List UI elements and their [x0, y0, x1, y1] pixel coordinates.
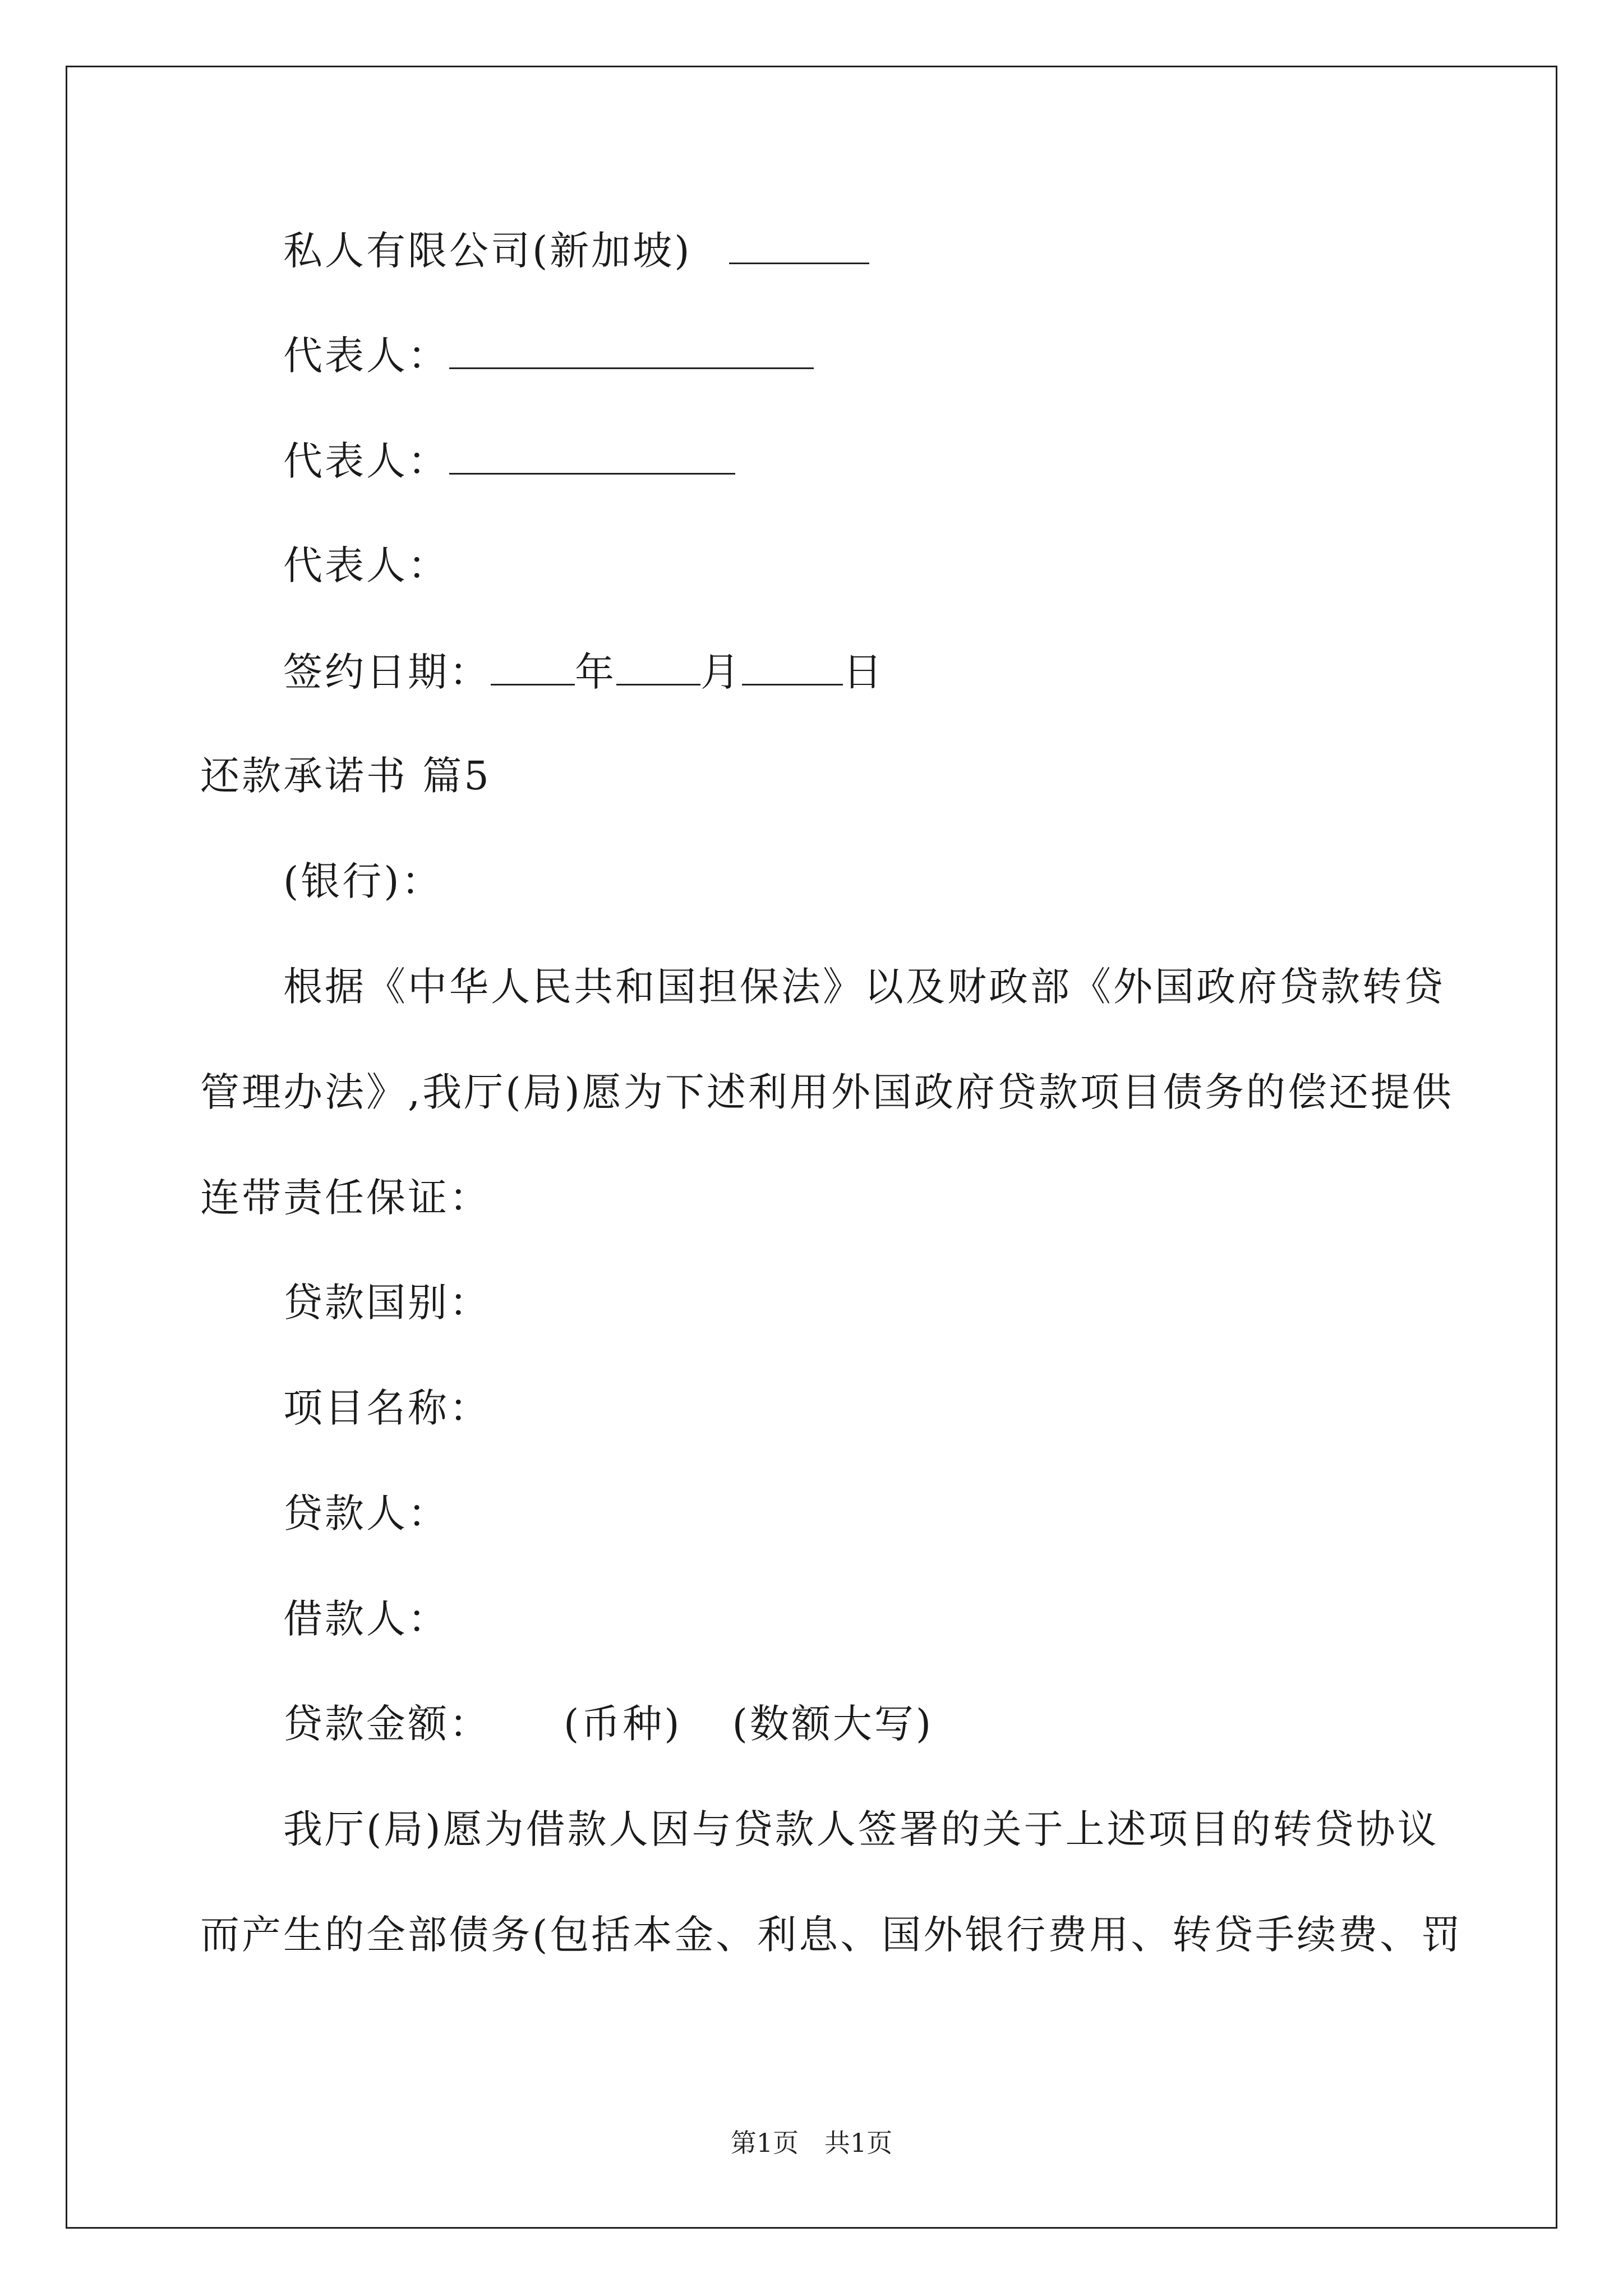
loan-amount-label: 贷款金额： — [283, 1701, 491, 1747]
signature-rep2-line — [283, 438, 735, 484]
borrower-field: 借款人： — [283, 1596, 449, 1642]
rep2-blank — [449, 440, 735, 475]
day-label: 日 — [843, 649, 884, 695]
loan-amount-line — [283, 1701, 934, 1747]
month-blank — [616, 651, 700, 685]
date-label: 签约日期： — [283, 649, 491, 695]
paragraph-2-line-2: 而产生的全部债务(包括本金、利息、国外银行费用、转贷手续费、罚 — [200, 1912, 1463, 1958]
rep1-blank — [449, 335, 814, 369]
company-blank — [729, 230, 869, 264]
year-blank — [491, 651, 575, 685]
day-blank — [742, 651, 843, 685]
signing-date-line — [283, 649, 884, 695]
page-footer: 第1页 共1页 — [730, 2128, 893, 2158]
signature-rep3-line — [283, 542, 449, 588]
company-name: 私人有限公司(新加坡) — [283, 228, 692, 274]
page-border — [66, 66, 1557, 2229]
year-label: 年 — [575, 649, 616, 695]
rep1-label: 代表人： — [283, 333, 449, 379]
rep3-label: 代表人： — [283, 542, 449, 588]
paragraph-1-line-1: 根据《中华人民共和国担保法》以及财政部《外国政府贷款转贷 — [283, 964, 1445, 1010]
rep2-label: 代表人： — [283, 438, 449, 484]
paragraph-2-line-1: 我厅(局)愿为借款人因与贷款人签署的关于上述项目的转贷协议 — [283, 1806, 1439, 1852]
section-title: 还款承诺书 篇5 — [200, 753, 491, 799]
lender-field: 贷款人： — [283, 1490, 449, 1536]
paragraph-1-line-2: 管理办法》,我厅(局)愿为下述利用外国政府贷款项目债务的偿还提供 — [200, 1069, 1454, 1115]
signature-rep1-line — [283, 333, 814, 379]
currency-label: (币种) — [564, 1701, 682, 1747]
signature-company-line — [283, 228, 869, 274]
loan-country-field: 贷款国别： — [283, 1280, 491, 1326]
project-name-field: 项目名称： — [283, 1385, 491, 1431]
month-label: 月 — [700, 649, 742, 695]
paragraph-1-line-3: 连带责任保证： — [200, 1175, 491, 1221]
amount-uppercase-label: (数额大写) — [732, 1701, 934, 1747]
addressee: (银行)： — [283, 858, 443, 904]
